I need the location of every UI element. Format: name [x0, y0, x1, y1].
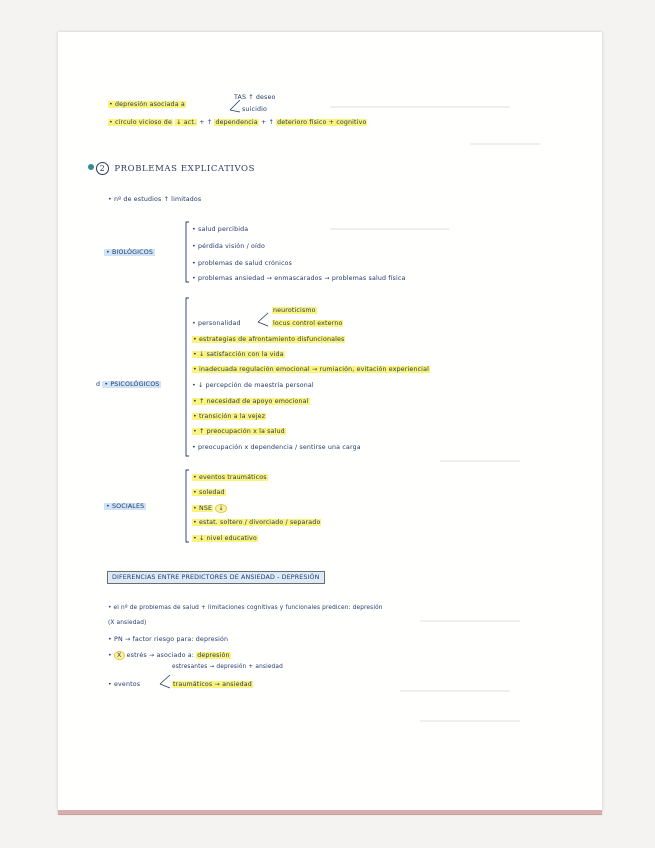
- diferencias-title: [107, 574, 325, 581]
- section-title: PROBLEMAS EXPLICATIVOS: [114, 164, 256, 174]
- psico-item-text: • preocupación x dependencia / sentirse una carga: [192, 444, 361, 451]
- personalidad-label: • personalidad: [192, 320, 241, 327]
- psico-item-text: • ↓ satisfacción con la vida: [193, 351, 284, 358]
- plus-up-text-2: + ↑: [260, 119, 274, 126]
- dif-line: • el nº de problemas de salud + limitaciones cognitivas y funcionales predicen: depresión: [108, 605, 383, 611]
- locus-text: locus control externo: [273, 320, 343, 327]
- sociales-text: • SOCIALES: [106, 503, 145, 510]
- psico-item: [192, 413, 266, 420]
- psico-item: • ↓ percepción de maestría personal: [192, 382, 314, 389]
- psico-item: [192, 398, 310, 405]
- bio-item: • pérdida visión / oído: [192, 243, 266, 250]
- psico-item: [192, 444, 361, 451]
- social-item-text: • NSE: [193, 505, 213, 512]
- eventos-traumaticos: [172, 681, 253, 688]
- psicologicos-label: [96, 381, 161, 388]
- biologicos-text: • BIOLÓGICOS: [106, 249, 153, 256]
- depresion-asociada: [108, 101, 186, 108]
- eventos-label: • eventos: [108, 681, 141, 688]
- dif-line: [108, 636, 228, 643]
- down-arrow-icon: ↓: [215, 504, 226, 513]
- psicologicos-prefix: d: [96, 381, 101, 388]
- circulo-vicioso-text: • círculo vicioso de: [109, 119, 172, 126]
- dif-line: [108, 651, 231, 660]
- diferencias-title-text: DIFERENCIAS ENTRE PREDICTORES DE ANSIEDAD - DEPRESIÓN: [107, 571, 325, 584]
- psico-item-text: • estrategias de afrontamiento disfuncionales: [193, 336, 345, 343]
- depresion-asociada-text: • depresión asociada a: [109, 101, 185, 108]
- psico-item: [192, 428, 286, 435]
- sociales-label: [104, 503, 146, 510]
- dif-line: (X ansiedad): [108, 620, 147, 626]
- social-item: [192, 489, 226, 496]
- social-item: [192, 474, 268, 481]
- psico-item-text: • transición a la vejez: [193, 413, 266, 420]
- tas-line: [234, 94, 276, 101]
- psico-item-text: • inadecuada regulación emocional → rumiación, evitación experiencial: [193, 366, 429, 373]
- psico-item: [192, 366, 430, 373]
- bleed-through: [330, 106, 510, 108]
- traumaticos-text: traumáticos → ansiedad: [173, 681, 252, 688]
- dif-bullet: •: [108, 652, 112, 659]
- bleed-through: [440, 460, 520, 462]
- social-item-text: • soledad: [193, 489, 225, 496]
- social-item-text: • estat. soltero / divorciado / separado: [193, 519, 321, 526]
- tas-value: deseo: [255, 94, 276, 101]
- social-item: [192, 504, 227, 513]
- locus-control: [272, 320, 343, 327]
- x-mark-icon: X: [114, 651, 124, 660]
- psico-item-text: • ↑ necesidad de apoyo emocional: [193, 398, 309, 405]
- bleed-through: [470, 143, 540, 145]
- bio-item: • problemas de salud crónicos: [192, 260, 293, 267]
- bleed-through: [420, 720, 520, 722]
- social-item-text: • ↓ nivel educativo: [193, 535, 257, 542]
- asociado-text: → asociado a:: [148, 652, 195, 659]
- section-number: 2: [96, 162, 109, 175]
- suicidio-text: suicidio: [242, 106, 268, 113]
- bullet-dot-icon: [88, 164, 94, 170]
- psico-item: [192, 336, 345, 343]
- up-arrow-icon: ↑: [248, 94, 254, 101]
- dependencia-text: dependencia: [215, 119, 258, 126]
- neuroticismo: [272, 307, 317, 314]
- bleed-through: [330, 228, 450, 230]
- plus-up-text: + ↑: [199, 119, 213, 126]
- deterioro-text: deterioro físico + cognitivo: [277, 119, 367, 126]
- psicologicos-text: • PSICOLÓGICOS: [104, 381, 160, 388]
- circulo-vicioso-line: [108, 119, 367, 126]
- psico-item-text: • ↑ preocupación x la salud: [193, 428, 285, 435]
- bio-item-text: • problemas ansiedad → enmascarados → problemas salud física: [192, 275, 406, 282]
- bleed-through: [400, 690, 510, 692]
- social-item-text: • eventos traumáticos: [193, 474, 267, 481]
- dif-line-estresantes: estresantes → depresión + ansiedad: [172, 664, 283, 670]
- act-text: ↓ act.: [176, 119, 197, 126]
- depresion-text: depresión: [197, 652, 230, 659]
- biologicos-label: [104, 249, 155, 256]
- social-item: [192, 519, 321, 526]
- bio-item: • salud percibida: [192, 226, 249, 233]
- tas-label: TAS: [234, 94, 247, 101]
- psico-item: [192, 351, 285, 358]
- estres-text: estrés: [126, 652, 147, 659]
- estudios-line: • nº de estudios ↑ limitados: [108, 196, 202, 203]
- social-item: [192, 535, 258, 542]
- bio-item: [192, 275, 406, 282]
- bleed-through: [420, 620, 520, 622]
- section-heading: [96, 162, 255, 175]
- neuroticismo-text: neuroticismo: [273, 307, 316, 314]
- dif-line-text: • PN → factor riesgo para: depresión: [108, 636, 229, 643]
